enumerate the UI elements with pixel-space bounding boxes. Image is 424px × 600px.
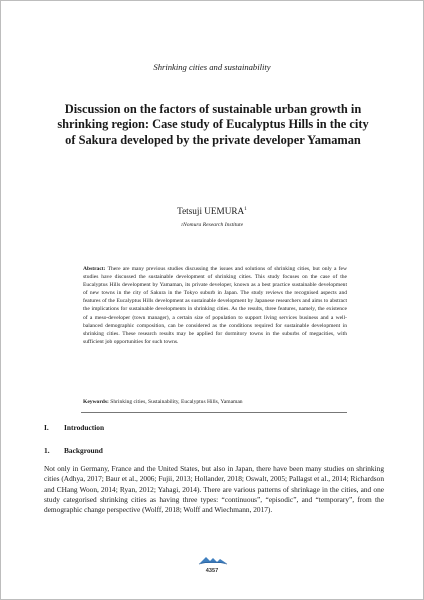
affiliation-name: Nomura Research Institute	[183, 222, 244, 228]
keywords-text: Shrinking cities, Sustainability, Eucalyptus Hills, Yamaman	[110, 399, 243, 405]
subsection-heading-background	[44, 446, 103, 455]
author-line	[1, 206, 423, 216]
author-marker: 1	[244, 206, 247, 212]
affiliation-marker: 1	[180, 222, 183, 227]
body-paragraph: Not only in Germany, France and the United States, but also in Japan, there have been many studies on shrinking cities (Adhya, 2017; Baur et al., 2006; Fujii, 2013; Hollander, 2018; Oswalt, 2005; Pallagst et al., 2014; Richardson and CHang Woon, 2014; Ryan, 2012; Yahagi, 2014). There are various patterns of shrinkage in the cities, and one study categorised shrinking cities as having three types: “continuous”, “episodic”, and “temporary”, from the demographic change perspective (Wolff, 2018; Wolff and Wiechmann, 2017).	[44, 464, 384, 515]
section-title: Introduction	[64, 423, 105, 432]
keywords	[83, 398, 353, 406]
keywords-label: Keywords:	[83, 399, 109, 405]
series-title: Shrinking cities and sustainability	[153, 62, 271, 72]
subsection-title: Background	[64, 446, 103, 455]
abstract-label: Abstract:	[83, 266, 106, 272]
section-heading-introduction	[44, 423, 104, 432]
section-number: I.	[44, 423, 49, 432]
subsection-number: 1.	[44, 446, 50, 455]
paper-title: Discussion on the factors of sustainable urban growth in shrinking region: Case study of Eucalyptus Hills in the city of Sakura developed by the private developer Yamaman	[57, 102, 369, 147]
conference-logo-icon	[197, 554, 229, 566]
affiliation	[1, 222, 423, 228]
author-name: Tetsuji UEMURA	[177, 206, 245, 216]
page-number: 4357	[205, 568, 219, 574]
abstract	[83, 265, 347, 346]
section-divider	[81, 412, 347, 413]
abstract-text: There are many previous studies discussing the issues and solutions of shrinking cities, but only a few studies have discussed the sustainable development of shrinking cities. This study focuses on the case of the Eucalyptus Hills development by Yamaman, its private developer, known as a best practice sustainable development of new towns in the city of Sakura in the Tokyo suburb in Japan. The study reviews the recognised aspects and features of the Eucalyptus Hills development as sustainable development by Japanese researchers and aims to abstract the implications for sustainable developments in shrinking cities. As the results, three features, namely, the existence of a meso-developer (town manager), a certain size of population to support living services business and a well-balanced demographic composition, can be considered as the conditions required for sustainable development in shrinking cities. These research results may be applied for dormitory towns in the suburbs of megacities, with sufficient job opportunities for such towns.	[83, 266, 347, 345]
